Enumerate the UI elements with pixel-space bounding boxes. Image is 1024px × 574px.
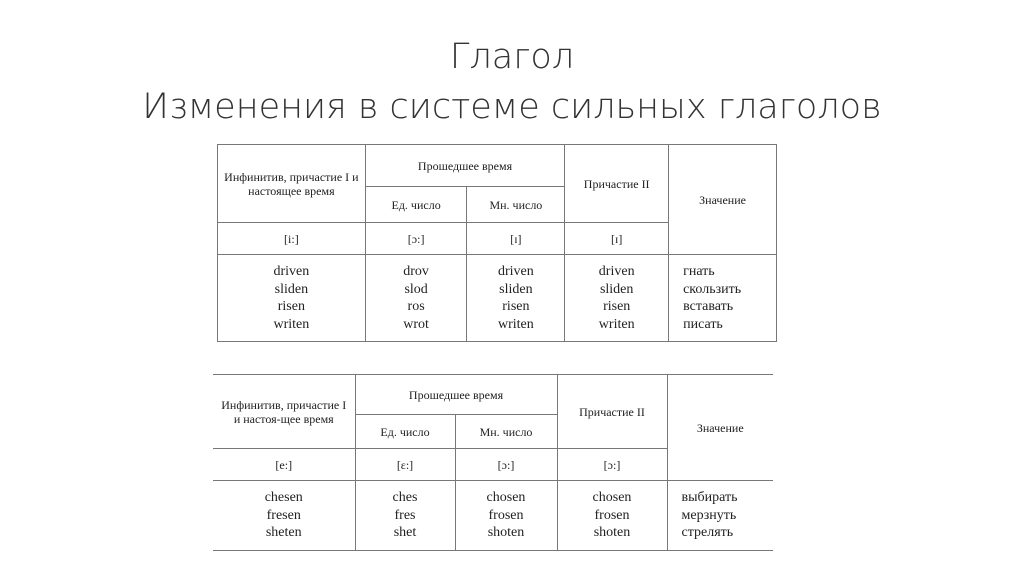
column-participle2 [557, 481, 667, 551]
header-meaning: Значение [667, 375, 773, 481]
table-cell: стрелять [681, 525, 734, 540]
table-cell: shet [393, 525, 417, 540]
phonetic-infinitive: [i:] [218, 223, 366, 255]
slide-title [0, 32, 1024, 132]
column-past-pl [467, 255, 565, 342]
table-cell: fres [394, 507, 416, 523]
table-cell: sliden [599, 281, 634, 297]
column-participle2 [565, 255, 669, 342]
table-cell: risen [502, 299, 530, 314]
table-cell: wrot [403, 316, 429, 332]
table-cell: sliden [499, 281, 533, 297]
title-line-2: Изменения в системе сильных глаголов [142, 87, 882, 127]
phonetic-participle2: [ɔ:] [557, 449, 667, 481]
phonetic-past-sg: [ɛ:] [355, 449, 455, 481]
header-past-pl: Мн. число [455, 415, 557, 449]
header-participle2: Причастие II [557, 375, 667, 449]
phonetic-past-sg: [ɔ:] [365, 223, 467, 255]
header-past-pl: Мн. число [467, 187, 565, 223]
column-infinitive [213, 481, 355, 551]
column-infinitive [218, 255, 366, 342]
table-cell: slod [404, 281, 428, 297]
table-cell: driven [598, 264, 635, 279]
header-past-sg: Ед. число [355, 415, 455, 449]
table-cell: driven [497, 264, 534, 279]
phonetic-past-pl: [ɔ:] [455, 449, 557, 481]
table-cell: shoten [487, 525, 525, 540]
column-past-sg [355, 481, 455, 551]
table-cell: писать [683, 316, 723, 332]
header-past: Прошедшее время [355, 375, 557, 415]
table-cell: chosen [592, 490, 632, 505]
table-cell: sliden [274, 281, 309, 297]
table-cell: writen [273, 316, 310, 332]
table-cell: drov [403, 264, 429, 279]
header-meaning: Значение [669, 145, 777, 255]
table-cell: writen [497, 316, 534, 332]
header-past-sg: Ед. число [365, 187, 467, 223]
table-cell: ches [392, 490, 418, 505]
table-cell: выбирать [681, 490, 738, 505]
table-cell: вставать [683, 299, 734, 314]
table-cell: risen [277, 299, 305, 314]
verb-table-2 [213, 374, 773, 551]
table-cell: writen [598, 316, 635, 332]
column-meaning [667, 481, 773, 551]
table-cell: frosen [488, 507, 524, 523]
table-cell: мерзнуть [681, 507, 737, 523]
table-cell: risen [603, 299, 631, 314]
table-cell: fresen [266, 507, 301, 523]
table-cell: frosen [594, 507, 630, 523]
phonetic-participle2: [ɪ] [565, 223, 669, 255]
table-cell: гнать [683, 264, 715, 279]
column-past-sg [365, 255, 467, 342]
table-cell: ros [407, 299, 425, 314]
table-cell: chosen [486, 490, 526, 505]
column-past-pl [455, 481, 557, 551]
header-participle2: Причастие II [565, 145, 669, 223]
table-cell: chesen [264, 490, 303, 505]
title-line-1: Глагол [449, 37, 575, 77]
header-past: Прошедшее время [365, 145, 565, 187]
header-infinitive: Инфинитив, причастие I и настоя-щее время [213, 375, 355, 449]
header-infinitive: Инфинитив, причастие I и настоящее время [218, 145, 366, 223]
phonetic-past-pl: [ɪ] [467, 223, 565, 255]
column-meaning [669, 255, 777, 342]
verb-table-1 [217, 144, 777, 342]
table-cell: driven [273, 264, 310, 279]
table-cell: shoten [593, 525, 631, 540]
table-cell: sheten [265, 525, 302, 540]
table-cell: скользить [683, 281, 742, 297]
phonetic-infinitive: [e:] [213, 449, 355, 481]
